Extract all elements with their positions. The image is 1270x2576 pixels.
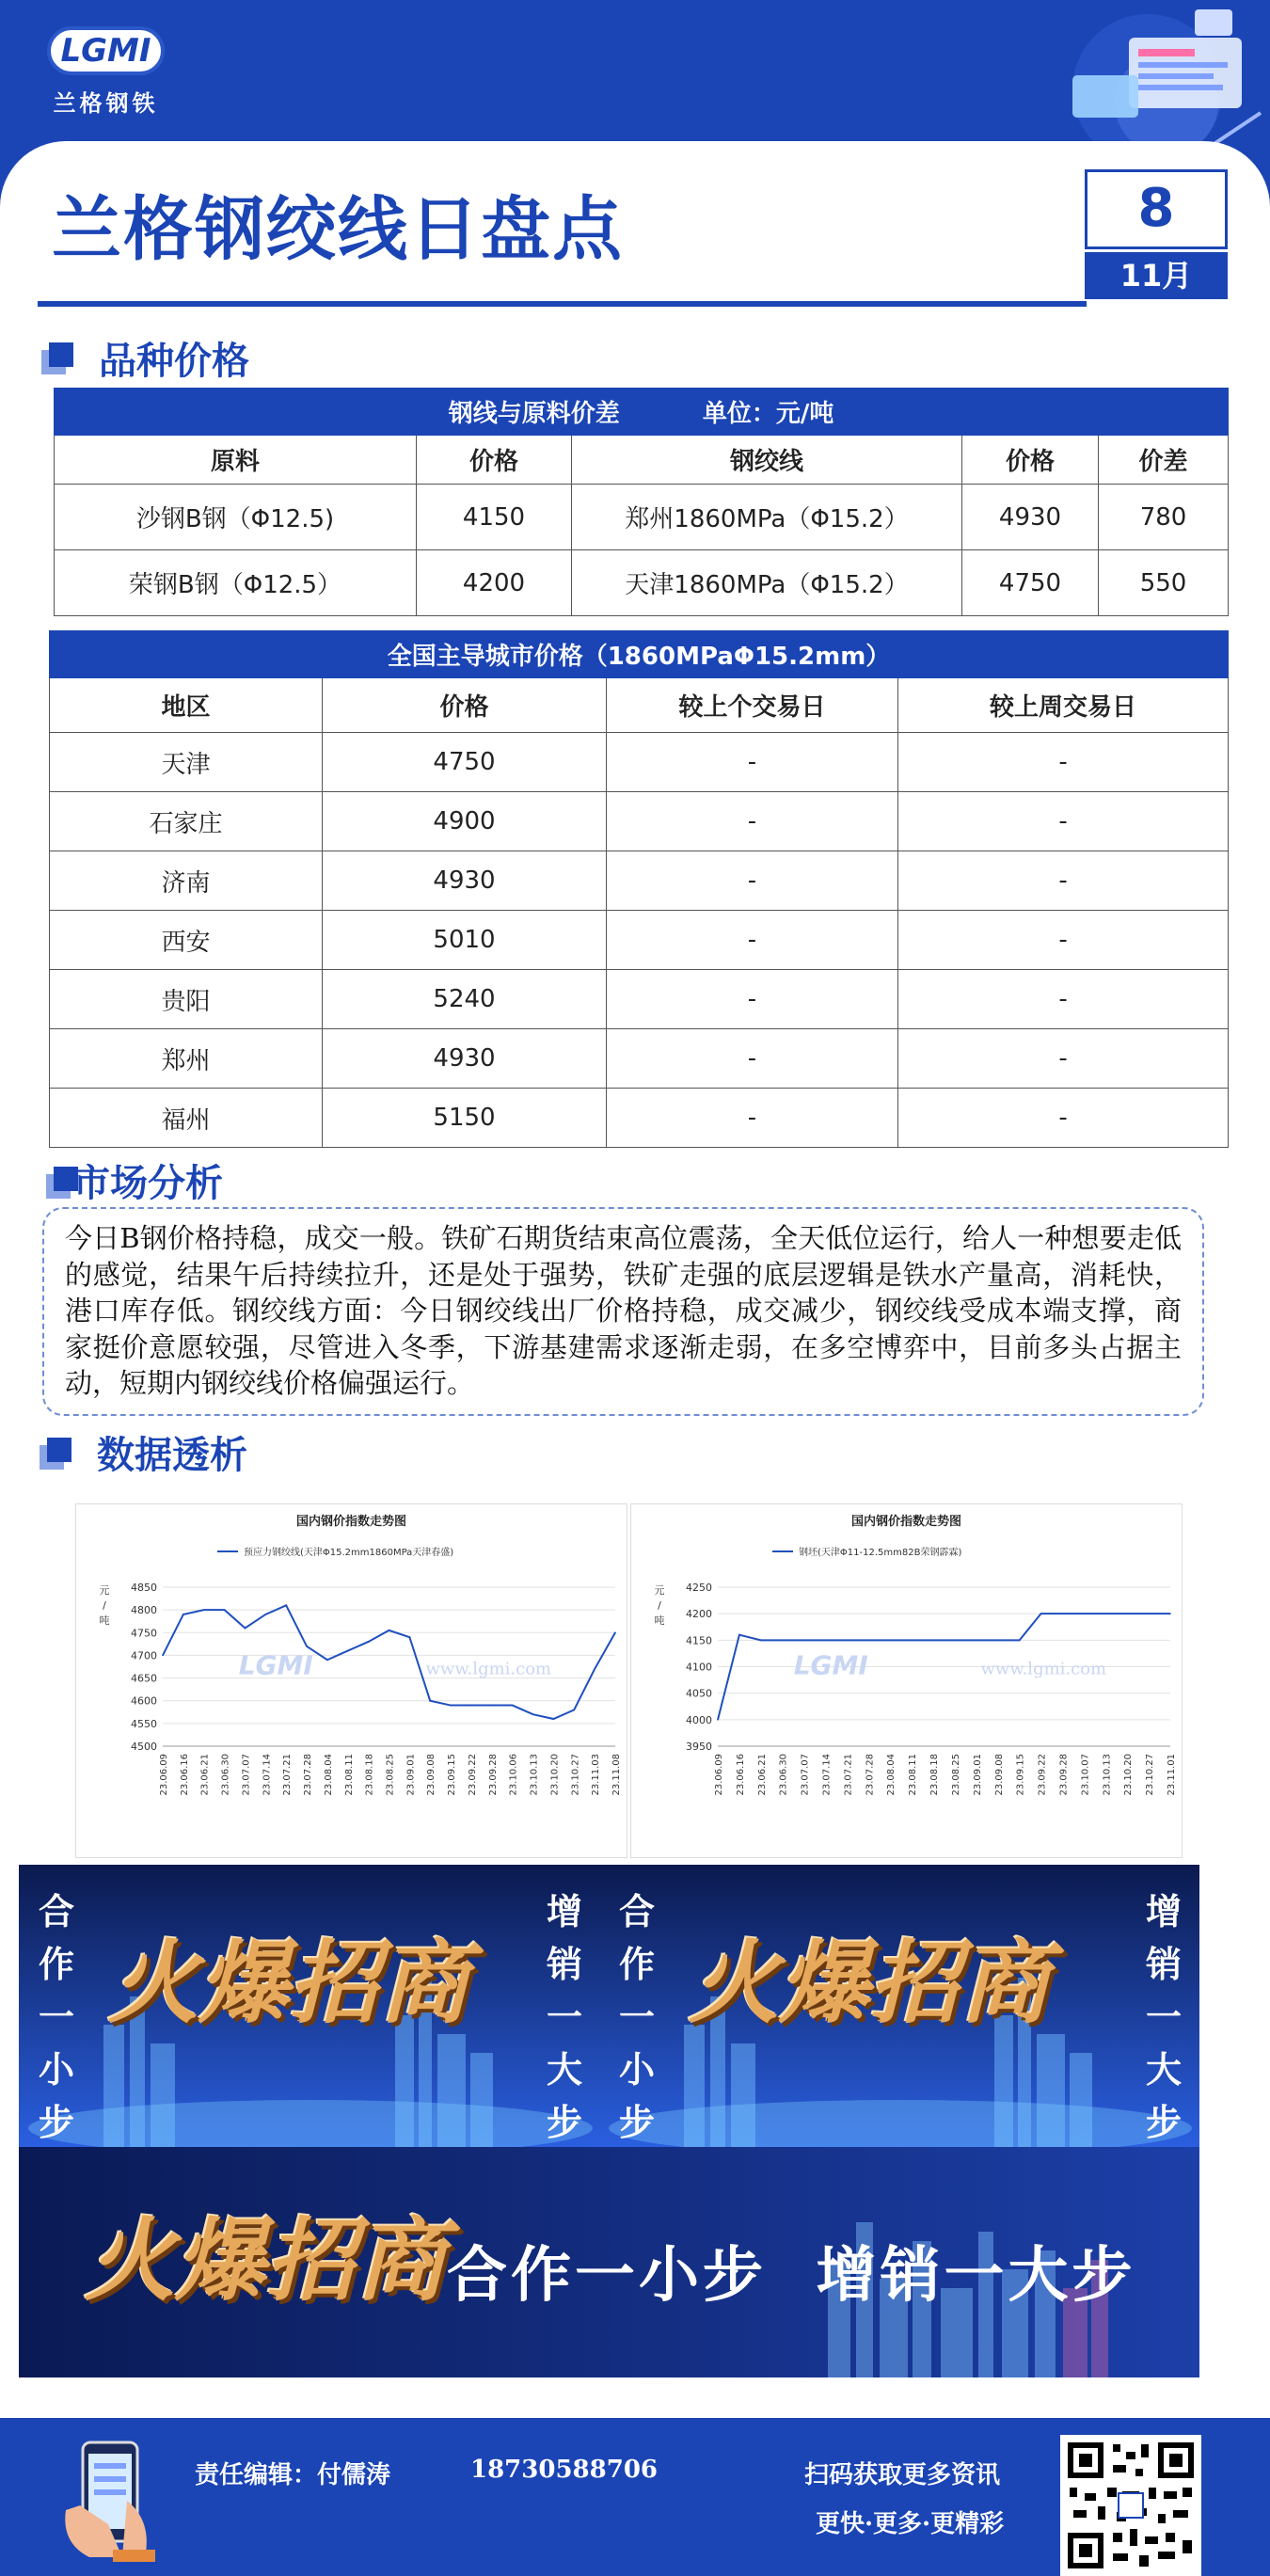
change-prev-day: - [607,851,898,911]
x-tick-label: 23.09.08 [426,1754,437,1796]
x-tick-label: 23.09.01 [405,1754,417,1796]
data-point [409,1636,411,1638]
data-point [512,1705,514,1707]
data-point [573,1709,575,1711]
footer-slogan: 更快·更多·更精彩 [816,2510,1005,2538]
price-spread-table [54,388,1229,616]
change-prev-day: - [607,911,898,970]
table-row [50,970,1229,1029]
data-point [1084,1613,1086,1614]
section-bullet-icon [47,1438,71,1462]
title-divider [38,301,1087,307]
slogan-vertical-right: 增 销 一 大 步 [546,1891,582,2143]
logo-mark: LGMI [47,26,165,75]
city-name: 石家庄 [50,792,323,851]
ad-headline: 火爆招商 [108,1930,469,2036]
y-tick-label: 4850 [131,1582,157,1594]
legend-label: 预应力钢绞线(天津Φ15.2mm1860MPa天津春盛) [244,1548,454,1558]
x-tick-label: 23.06.16 [179,1754,190,1796]
data-point [1169,1613,1171,1614]
watermark-logo: LGMI [238,1649,313,1681]
ad-headline: 火爆招商 [85,2207,446,2314]
change-prev-week: - [898,1029,1229,1089]
legend-label: 钢坯(天津Φ11-12.5mm82B荣钢霹霖) [799,1548,962,1558]
change-prev-week: - [898,851,1229,911]
city-name: 郑州 [50,1029,323,1089]
table-cell: 4750 [962,550,1099,616]
editor-phone[interactable]: 18730588706 [470,2456,658,2484]
chart-title: 国内钢价指数走势图 [295,1515,407,1529]
change-prev-day: - [607,792,898,851]
y-tick-label: 4500 [131,1741,157,1753]
x-tick-label: 23.08.18 [364,1754,375,1796]
x-tick-label: 23.09.28 [1058,1754,1070,1796]
change-prev-week: - [898,792,1229,851]
data-point [553,1718,555,1720]
x-tick-label: 23.06.30 [778,1754,789,1796]
x-tick-label: 23.06.21 [199,1754,211,1796]
date-day: 8 [1085,169,1228,249]
chart-strand-price [75,1503,627,1858]
watermark-logo: LGMI [793,1649,868,1681]
table-row [50,1089,1229,1148]
section-bullet-icon [49,342,73,367]
date-month: 11月 [1085,252,1228,299]
column-header: 价格 [417,436,572,485]
y-axis-label: / [658,1599,661,1612]
y-tick-label: 4700 [131,1649,157,1662]
y-tick-label: 4150 [686,1634,712,1647]
x-tick-label: 23.09.22 [467,1754,478,1796]
ad-banner-left[interactable] [19,1865,599,2147]
slogan-vertical-left: 合 作 一 小 步 [38,1891,74,2143]
scan-prompt: 扫码获取更多资讯 [804,2461,1001,2489]
table-cell: 沙钢B钢（Φ12.5) [55,485,417,550]
data-point [847,1640,849,1642]
city-price: 5010 [323,911,607,970]
city-price: 5150 [323,1089,607,1148]
footer [0,2418,1270,2573]
table-cell: 郑州1860MPa（Φ15.2） [572,485,962,550]
x-tick-label: 23.06.09 [159,1754,169,1796]
x-tick-label: 23.07.07 [800,1754,811,1796]
data-point [717,1719,719,1721]
tech-illustration-icon [978,0,1270,165]
city-name: 福州 [50,1089,323,1148]
data-point [389,1630,390,1631]
data-point [889,1640,891,1642]
data-point [738,1634,740,1636]
data-point [1104,1613,1106,1614]
y-axis-label: 元 [654,1584,665,1597]
data-point [976,1640,977,1642]
data-point [224,1609,226,1611]
city-name: 西安 [50,911,323,970]
column-header: 价差 [1099,436,1229,485]
y-tick-label: 4000 [686,1713,712,1726]
table-row [50,733,1229,792]
data-point [803,1640,805,1642]
change-prev-week: - [898,911,1229,970]
lgmi-logo [47,26,165,116]
x-tick-label: 23.10.27 [1145,1754,1156,1796]
table-row [55,550,1229,616]
table-row [55,485,1229,550]
change-prev-week: - [898,970,1229,1029]
data-point [347,1650,349,1652]
ad-headline: 火爆招商 [689,1930,1050,2036]
x-tick-label: 23.10.06 [508,1754,519,1796]
x-tick-label: 23.07.14 [821,1754,833,1796]
column-header: 价格 [962,436,1099,485]
y-tick-label: 4100 [686,1661,712,1674]
data-point [614,1631,616,1633]
ad-banner-right[interactable] [599,1865,1199,2147]
data-point [285,1605,287,1607]
data-point [470,1705,472,1707]
change-prev-day: - [607,733,898,792]
table-cell: 4200 [417,550,572,616]
y-axis-label: 吨 [654,1614,665,1627]
x-tick-label: 23.06.09 [714,1754,724,1796]
table-cell: 780 [1099,485,1229,550]
x-tick-label: 23.07.28 [865,1754,876,1796]
chart-billet-price [630,1503,1183,1858]
change-prev-day: - [607,970,898,1029]
x-tick-label: 23.10.13 [1102,1754,1113,1796]
x-tick-label: 23.10.20 [1123,1754,1135,1796]
data-point [368,1641,370,1643]
data-point [760,1640,762,1642]
data-point [429,1700,431,1702]
data-point [245,1628,246,1630]
table-caption [55,389,1229,436]
x-tick-label: 23.10.07 [1080,1754,1091,1796]
data-point [1040,1613,1042,1614]
table-header-row [50,678,1229,733]
x-tick-label: 23.08.04 [323,1754,334,1796]
watermark-url: www.lgmi.com [425,1659,552,1679]
y-tick-label: 4650 [131,1672,157,1685]
y-tick-label: 4600 [131,1694,157,1708]
city-price: 4930 [323,1029,607,1089]
line-chart [631,1504,1182,1857]
table-cell: 天津1860MPa（Φ15.2） [572,550,962,616]
qr-code-icon[interactable] [1060,2435,1201,2576]
x-tick-label: 23.08.11 [343,1754,355,1796]
table-caption: 全国主导城市价格（1860MPaΦ15.2mm） [50,631,1229,678]
x-tick-label: 23.10.27 [570,1754,581,1796]
data-point [997,1640,999,1642]
x-tick-label: 23.09.01 [972,1754,983,1796]
x-tick-label: 23.09.15 [447,1754,458,1796]
data-point [450,1705,452,1707]
table-row [50,1029,1229,1089]
x-tick-label: 23.07.07 [241,1754,252,1796]
change-prev-day: - [607,1089,898,1148]
editor-label: 责任编辑：付儒涛 [195,2461,391,2489]
logo-name: 兰格钢铁 [53,89,159,117]
x-tick-label: 23.10.13 [529,1754,540,1796]
table-row [50,792,1229,851]
data-point [265,1614,267,1615]
section-title-data: 数据透析 [97,1434,247,1477]
data-point [594,1668,595,1670]
x-tick-label: 23.07.21 [282,1754,294,1796]
x-tick-label: 23.06.30 [220,1754,231,1796]
city-price-table [49,630,1229,1148]
y-axis-label: 元 [99,1584,110,1597]
table-row [50,911,1229,970]
data-point [1148,1613,1150,1614]
column-header: 地区 [50,678,323,733]
page-title: 兰格钢绞线日盘点 [52,189,624,270]
city-name: 贵阳 [50,970,323,1029]
data-point [326,1659,328,1661]
column-header: 较上周交易日 [898,678,1229,733]
data-point [1062,1613,1064,1614]
x-tick-label: 23.08.18 [929,1754,941,1796]
y-tick-label: 4050 [686,1687,712,1700]
x-tick-label: 23.10.20 [549,1754,561,1796]
data-point [911,1640,913,1642]
x-tick-label: 23.11.03 [591,1754,602,1796]
table-cell: 4930 [962,485,1099,550]
table-cell: 550 [1099,550,1229,616]
x-tick-label: 23.07.28 [303,1754,314,1796]
column-header: 价格 [323,678,607,733]
y-tick-label: 4750 [131,1627,157,1640]
data-point [1019,1640,1021,1642]
x-tick-label: 23.11.01 [1167,1754,1177,1796]
column-header: 钢绞线 [572,436,962,485]
y-tick-label: 4250 [686,1582,712,1594]
x-tick-label: 23.06.16 [735,1754,746,1796]
data-point [306,1646,308,1647]
column-header: 较上个交易日 [607,678,898,733]
column-header: 原料 [55,436,417,485]
x-tick-label: 23.06.21 [756,1754,768,1796]
data-point [183,1614,184,1615]
x-tick-label: 23.09.08 [993,1754,1005,1796]
ad-banner-wide[interactable] [19,2147,1199,2377]
data-point [782,1640,784,1642]
data-point [954,1640,956,1642]
city-name: 天津 [50,733,323,792]
table-caption-unit: 单位：元/吨 [702,400,834,428]
line-chart [76,1504,627,1857]
table-row [50,851,1229,911]
slogan-vertical-left: 合 作 一 小 步 [618,1891,655,2143]
x-tick-label: 23.08.25 [385,1754,396,1796]
x-tick-label: 23.08.11 [908,1754,919,1796]
x-tick-label: 23.07.14 [262,1754,273,1796]
watermark-url: www.lgmi.com [980,1659,1107,1679]
data-point [162,1655,164,1657]
city-price: 4750 [323,733,607,792]
market-analysis-text: 今日B钢价格持稳，成交一般。铁矿石期货结束高位震荡，全天低位运行，给人一种想要走低的感觉，结果午后持续拉升，还是处于强势，铁矿走强的底层逻辑是铁水产量高，消耗快，港口库存低。钢绞线方面：今日钢绞线出厂价格持稳，成交减少，钢绞线受成本端支撑，商家挺价意愿较强，尽管进入冬季，下游基建需求逐渐走弱，在多空博弈中，目前多头占据主动，短期内钢绞线价格偏强运行。 [42,1207,1204,1416]
y-tick-label: 4550 [131,1717,157,1730]
x-tick-label: 23.09.28 [487,1754,499,1796]
x-tick-label: 23.08.25 [950,1754,961,1796]
section-title-analysis: 市场分析 [72,1162,223,1205]
table-header-row [55,436,1229,485]
change-prev-week: - [898,1089,1229,1148]
chart-title: 国内钢价指数走势图 [850,1515,962,1529]
x-tick-label: 23.11.08 [611,1754,622,1796]
x-tick-label: 23.07.21 [843,1754,854,1796]
table-caption-title: 钢线与原料价差 [448,400,620,428]
y-tick-label: 4200 [686,1608,712,1621]
data-point [203,1609,205,1611]
x-tick-label: 23.09.15 [1015,1754,1026,1796]
data-point [825,1640,827,1642]
y-axis-label: 吨 [99,1614,110,1627]
table-cell: 4150 [417,485,572,550]
y-tick-label: 4800 [131,1604,157,1617]
y-tick-label: 3950 [686,1741,712,1753]
data-point [532,1713,534,1715]
change-prev-week: - [898,733,1229,792]
city-price: 5240 [323,970,607,1029]
data-point [491,1705,493,1707]
data-point [868,1640,870,1642]
table-cell: 荣钢B钢（Φ12.5） [55,550,417,616]
phone-hand-icon [56,2435,160,2562]
x-tick-label: 23.08.04 [886,1754,897,1796]
slogan-vertical-right: 增 销 一 大 步 [1145,1891,1182,2143]
city-price: 4930 [323,851,607,911]
y-axis-label: / [103,1599,106,1612]
ad-banner-slogan: 合作一小步 增销一大步 [447,2241,1136,2311]
data-point [932,1640,934,1642]
section-title-prices: 品种价格 [99,340,249,383]
change-prev-day: - [607,1029,898,1089]
data-point [1126,1613,1128,1614]
city-price: 4900 [323,792,607,851]
x-tick-label: 23.09.22 [1037,1754,1048,1796]
city-name: 济南 [50,851,323,911]
